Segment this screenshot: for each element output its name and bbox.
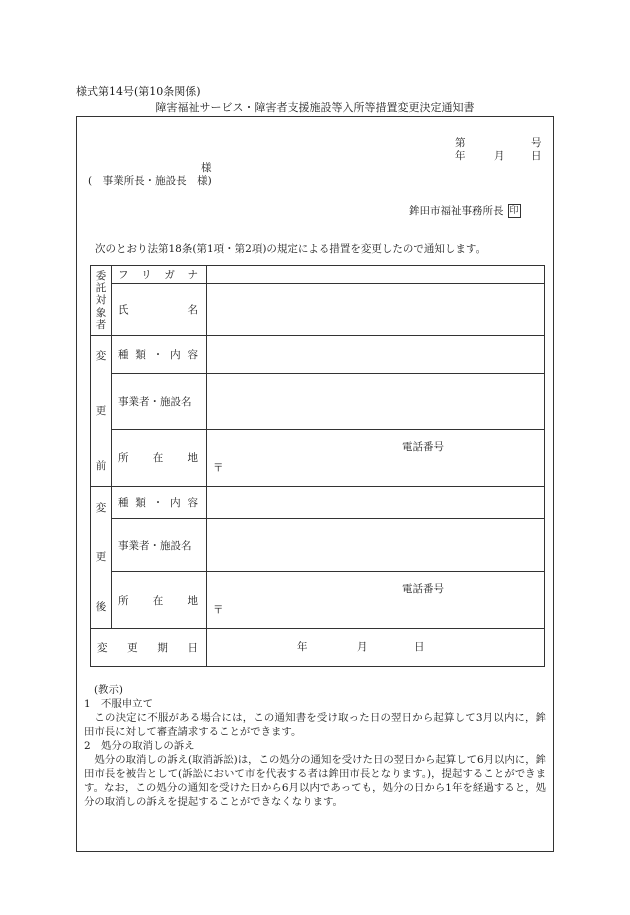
label-char: 地 (187, 594, 198, 607)
label-char: 在 (152, 594, 164, 607)
subject-char: 対 (95, 294, 107, 307)
before-location-field[interactable] (207, 429, 545, 486)
before-type-label (112, 336, 207, 374)
label-char: 更 (127, 642, 138, 654)
label-char: 種 (118, 349, 129, 362)
change-date-label (91, 629, 207, 667)
after-location-label (112, 572, 207, 629)
after-char: 更 (95, 551, 107, 564)
label-char: ・ (152, 349, 164, 362)
label-char: 所 (118, 452, 129, 465)
issuer (409, 204, 521, 218)
issuer-name: 鉾田市福祉事務所長 (409, 205, 504, 217)
name-char: 名 (187, 304, 198, 316)
label-char: 所 (118, 594, 129, 607)
subject-char: 者 (95, 318, 107, 331)
subject-char: 託 (95, 282, 107, 295)
before-char: 更 (95, 404, 107, 417)
after-location-field[interactable] (207, 572, 545, 629)
before-char: 変 (95, 350, 107, 362)
notes-item1-text: この決定に不服がある場合には，この通知書を受け取った日の翌日から起算して3月以内に，鉾田市長に対して審査請求することができます。 (84, 712, 546, 738)
subject-char: 象 (95, 306, 107, 319)
name-char: 氏 (118, 304, 129, 316)
subject-char: 委 (95, 270, 107, 283)
after-business-label: 事業者・施設名 (112, 519, 207, 572)
furigana-char: リ (141, 269, 152, 281)
after-type-field[interactable] (207, 487, 545, 519)
label-char: 容 (187, 497, 198, 509)
document-title: 障害福祉サービス・障害者支援施設等入所等措置変更決定通知書 (155, 101, 475, 114)
label-char: 種 (118, 497, 129, 509)
notes-section (84, 683, 546, 809)
furigana-char: ガ (164, 269, 175, 281)
after-label (91, 487, 112, 629)
label-char: 変 (97, 642, 108, 654)
notes-header: (教示) (94, 684, 123, 696)
tel-label: 電話番号 (402, 440, 444, 453)
before-char: 前 (95, 459, 107, 472)
label-char: 容 (187, 349, 198, 362)
furigana-field[interactable] (207, 266, 545, 284)
after-char: 後 (95, 601, 107, 614)
notes-item1-title: 1 不服申立て (84, 698, 153, 710)
furigana-char: フ (118, 269, 129, 281)
label-char: 期 (157, 642, 168, 654)
date-month: 月 (494, 150, 505, 162)
after-business-field[interactable] (207, 519, 545, 572)
label-char: 類 (135, 349, 146, 362)
furigana-char: ナ (187, 269, 198, 281)
before-business-field[interactable] (207, 374, 545, 429)
label-char: 類 (135, 497, 146, 509)
label-char: 在 (152, 452, 164, 465)
label-char: 内 (170, 497, 181, 509)
name-field[interactable] (207, 284, 545, 336)
change-year: 年 (297, 640, 308, 653)
form-number: 様式第14号(第10条関係) (76, 85, 201, 98)
furigana-label (112, 266, 207, 284)
after-type-label (112, 487, 207, 519)
intro-text: 次のとおり法第18条(第1項・第2項)の規定による措置を変更したので通知します。 (95, 243, 487, 255)
seal-icon: 印 (509, 206, 519, 216)
after-char: 変 (95, 501, 107, 514)
change-month: 月 (357, 640, 368, 653)
tel-label: 電話番号 (402, 583, 444, 595)
notes-item2-title: 2 処分の取消しの訴え (84, 740, 195, 752)
label-char: 日 (187, 642, 198, 654)
date-day: 日 (531, 150, 542, 162)
label-char: ・ (152, 497, 164, 509)
form-table (90, 265, 545, 667)
recipient-sama: 様 (201, 162, 212, 174)
notes-item2-text: 処分の取消しの訴え(取消訴訟)は，この処分の通知を受けた日の翌日から起算して6月以内に，鉾田市長を被告として(訴訟において市を代表する者は鉾田市長となります。)，提起することができます。なお，この処分の通知を受けた日から6月以内であっても，処分の日から1年を経過すると，処分の取消しの訴えを提起することができなくなります。 (84, 754, 546, 808)
doc-no-prefix: 第 (455, 137, 466, 149)
postal-mark: 〒 (213, 461, 224, 474)
before-location-label (112, 429, 207, 486)
change-day: 日 (414, 640, 425, 653)
before-business-label: 事業者・施設名 (112, 374, 207, 429)
change-date-field[interactable] (207, 629, 545, 667)
label-char: 内 (170, 349, 181, 362)
before-label (91, 336, 112, 487)
date-year: 年 (455, 150, 466, 162)
subject-label (91, 266, 112, 336)
postal-mark: 〒 (213, 604, 224, 616)
recipient-alt: ( 事業所長・施設長 様) (88, 175, 212, 187)
label-char: 地 (187, 452, 198, 465)
name-label (112, 284, 207, 336)
before-type-field[interactable] (207, 336, 545, 374)
doc-no-suffix: 号 (531, 137, 542, 149)
